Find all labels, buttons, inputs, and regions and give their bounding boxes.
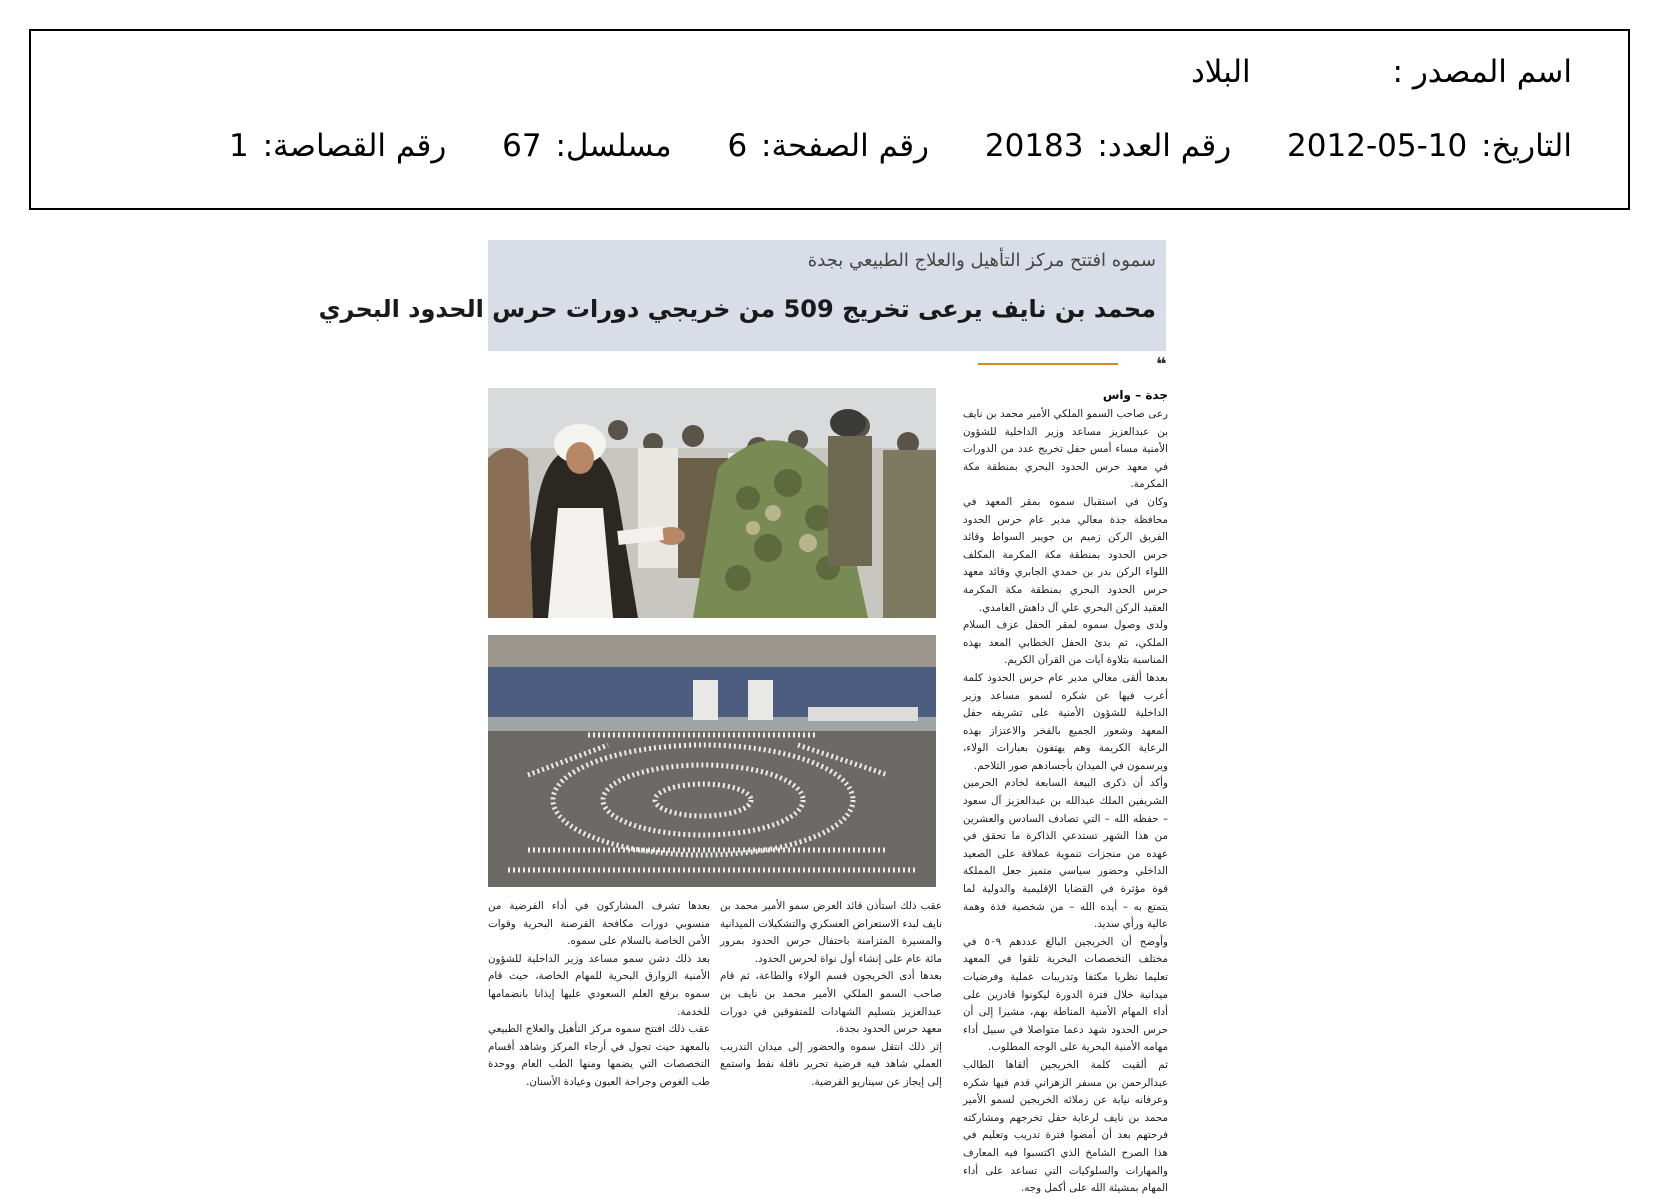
paragraph: رعى صاحب السمو الملكي الأمير محمد بن نايف بن عبدالعزيز مساعد وزير الداخلية للشؤون الأمنية مساء أمس حفل تخريج عدد من الدورات في معهد حرس الحدود البحري بمنطقة مكة المكرمة. (963, 408, 1168, 491)
issue-label: رقم العدد: (1097, 128, 1232, 164)
date-label: التاريخ: (1481, 128, 1572, 164)
source-label: اسم المصدر : (1392, 54, 1572, 90)
ceremony-photo (488, 388, 936, 618)
article-dateline: جدة – واس (1102, 388, 1168, 402)
paragraph: بعدها ألقى معالي مدير عام حرس الحدود كلمة أعرب فيها عن شكره لسمو مساعد وزير الداخلية للشؤون الأمنية على تشريفه حفل المعهد وشعور الجميع بالفخر والاعتزاز بهذه الرعاية الكريمة وهم يهتفون بعبارات الولاء، ويرسمون في الميدان بأجسادهم صور التلاحم. (963, 671, 1168, 772)
date-value: 2012-05-10 (1287, 128, 1468, 164)
source-info-box (29, 29, 1630, 210)
paragraph: عقب ذلك افتتح سموه مركز التأهيل والعلاج الطبيعي بالمعهد حيث تجول في أرجاء المركز وشاهد أقسام التخصصات التي يضمها ومنها الطب العام ووحدة طب الغوص وجراحة العيون وعيادة الأسنان. (488, 1023, 710, 1088)
clip-value: 1 (228, 128, 249, 164)
paragraph: عقب ذلك استأذن قائد العرض سمو الأمير محمد بن نايف لبدء الاستعراض العسكري والتشكيلات الميدانية والمسيرة المتزامنة باحتفال حرس الحدود بمرور مائة عام على إنشاء أول نواة لحرس الحدود. (720, 900, 942, 965)
graduates-formation-photo (488, 635, 936, 887)
paragraph: بعدها تشرف المشاركون في أداء الفرضية من منسوبي دورات مكافحة القرصنة البحرية وقوات الأمن الخاصة بالسلام على سموه. (488, 900, 710, 948)
paragraph: وكان في استقبال سموه بمقر المعهد في محافظة جدة معالي مدير عام حرس الحدود الفريق الركن زميم بن جويبر السواط وقائد حرس الحدود بمنطقة مكة المكرمة المكلف اللواء الركن بدر بن حمدي الجابري وقائد معهد حرس الحدود البحري بمنطقة مكة المكرمة العقيد الركن البحري علي آل داهش الغامدي. (963, 495, 1168, 614)
formation-photo-illustration (488, 635, 936, 887)
article-kicker: سموه افتتح مركز التأهيل والعلاج الطبيعي بجدة (807, 250, 1156, 271)
serial-value: 67 (502, 128, 542, 164)
quote-mark-icon: ❝ (1156, 354, 1167, 375)
source-row (1191, 54, 1572, 90)
article-column-middle (720, 898, 942, 1108)
paragraph: إثر ذلك انتقل سموه والحضور إلى ميدان التدريب العملي شاهد فيه فرضية تحرير ناقلة نفط واستمع إلى إيجاز عن سيناريو الفرضية. (720, 1040, 942, 1088)
paragraph: وأكد أن ذكرى البيعة السابعة لخادم الحرمين الشريفين الملك عبدالله بن عبدالعزيز آل سعود – حفظه الله – التي تصادف السادس والعشرين من هذا الشهر تستدعي الذاكرة ما تحقق في عهده من منجزات تنموية عملاقة على الصعيد الداخلي وحضور سياسي متميز جعل المملكة قوة مؤثرة في القضايا الإقليمية والدولية لما يتمتع به – أيده الله – من شخصية فذة وهمة عالية ورأي سديد. (963, 777, 1168, 931)
headline-banner (318, 240, 1166, 351)
paragraph: بعد ذلك دشن سمو مساعد وزير الداخلية للشؤون الأمنية الزوارق البحرية للمهام الخاصة، حيث قام سموه برفع العلم السعودي عليها إيذانا بانضمامها للخدمة. (488, 952, 710, 1018)
paragraph: وأوضح أن الخريجين البالغ عددهم ٥٠٩ في مختلف التخصصات البحرية تلقوا في المعهد تعليما نظريا مكثفا وتدريبات عملية وفرضيات ميدانية خلال فترة الدورة ليكونوا قادرين على أداء المهام الأمنية المناطة بهم، مشيرا إلى أن حرس الحدود شهد دعما متواصلا في سبيل أداء مهامه الأمنية البحرية على الوجه المطلوب. (963, 935, 1169, 1054)
ceremony-photo-illustration (488, 388, 936, 618)
page-label: رقم الصفحة: (761, 128, 930, 164)
article-column-main (963, 406, 1169, 1195)
issue-value: 20183 (984, 128, 1084, 164)
orange-divider (978, 363, 1118, 365)
paragraph: ولدى وصول سموه لمقر الحفل عزف السلام الملكي، ثم بدئ الحفل الخطابي المعد بهذه المناسبة بتلاوة آيات من القرآن الكريم. (963, 619, 1168, 667)
issue-details-row (229, 128, 1572, 164)
newspaper-clipping (318, 240, 1178, 1195)
paragraph: ثم ألقيت كلمة الخريجين ألقاها الطالب عبدالرحمن بن مسفر الزهراني قدم فيها شكره وعرفانه نيابة عن زملائه الخريجين لسمو الأمير محمد بن نايف لرعاية حفل تخرجهم ومشاركته فرحتهم بعد أن أمضوا فترة تدريب وتعليم في هذا الصرح الشامخ الذي اكتسبوا فيه المعارف والمهارات والسلوكيات التي تساعد على أداء المهام بمشيئة الله على أكمل وجه. (963, 1058, 1168, 1195)
source-value: البلاد (1190, 54, 1251, 90)
paragraph: بعدها أدى الخريجون قسم الولاء والطاعة، ثم قام صاحب السمو الملكي الأمير محمد بن نايف بن عبدالعزيز بتسليم الشهادات للمتفوقين في دورات معهد حرس الحدود بجدة. (720, 970, 942, 1036)
article-headline: محمد بن نايف يرعى تخريج 509 من خريجي دورات حرس الحدود البحري (318, 295, 1156, 323)
clip-label: رقم القصاصة: (262, 128, 447, 164)
article-column-left (488, 898, 710, 1108)
page-value: 6 (727, 128, 748, 164)
serial-label: مسلسل: (555, 128, 672, 164)
